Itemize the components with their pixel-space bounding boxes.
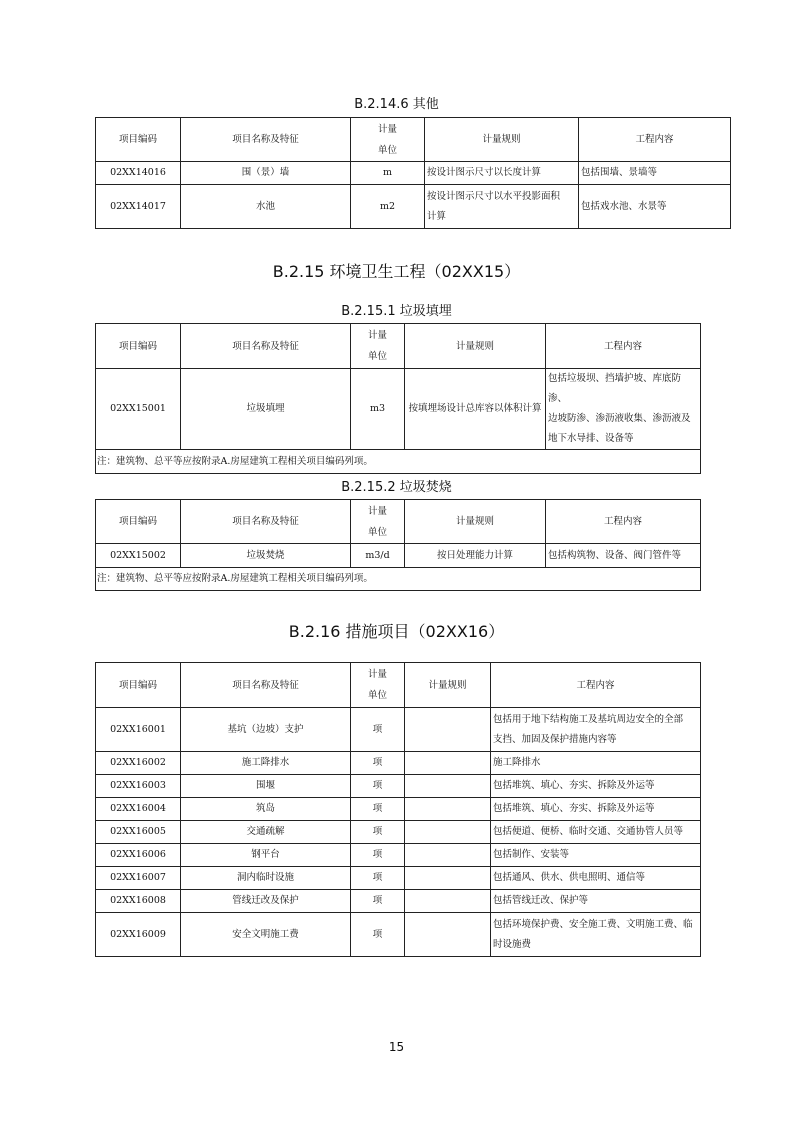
header-content: 工程内容 <box>491 663 701 708</box>
header-code: 项目编码 <box>96 118 181 162</box>
header-content: 工程内容 <box>579 118 731 162</box>
cell-name: 基坑（边坡）支护 <box>181 708 351 752</box>
cell-name: 水池 <box>181 185 351 229</box>
table-row <box>96 162 731 185</box>
cell-code: 02XX16004 <box>96 798 181 821</box>
cell-unit: 项 <box>351 821 405 844</box>
cell-code: 02XX16002 <box>96 752 181 775</box>
cell-content: 包括通风、供水、供电照明、通信等 <box>491 867 701 890</box>
cell-code: 02XX15001 <box>96 369 181 450</box>
cell-code: 02XX16005 <box>96 821 181 844</box>
cell-rule <box>405 867 491 890</box>
table-row <box>96 867 701 890</box>
cell-code: 02XX16006 <box>96 844 181 867</box>
cell-name: 施工降排水 <box>181 752 351 775</box>
table-b2146 <box>95 117 731 229</box>
cell-rule: 按设计图示尺寸以长度计算 <box>425 162 579 185</box>
header-name: 项目名称及特征 <box>181 663 351 708</box>
cell-rule <box>405 890 491 913</box>
table-header-row <box>96 663 701 708</box>
header-name: 项目名称及特征 <box>181 500 351 544</box>
header-rule: 计量规则 <box>405 663 491 708</box>
header-code: 项目编码 <box>96 663 181 708</box>
cell-rule: 按填埋场设计总库容以体积计算 <box>405 369 546 450</box>
cell-unit: 项 <box>351 752 405 775</box>
header-unit: 计量 单位 <box>351 324 405 369</box>
cell-content: 包括环境保护费、安全施工费、文明施工费、临 时设施费 <box>491 913 701 957</box>
table-header-row <box>96 324 701 369</box>
header-content: 工程内容 <box>546 324 701 369</box>
cell-code: 02XX16008 <box>96 890 181 913</box>
cell-name: 筑岛 <box>181 798 351 821</box>
cell-content: 包括便道、便桥、临时交通、交通协管人员等 <box>491 821 701 844</box>
header-unit: 计量 单位 <box>351 663 405 708</box>
cell-name: 围堰 <box>181 775 351 798</box>
cell-content: 包括围墙、景墙等 <box>579 162 731 185</box>
table-row <box>96 752 701 775</box>
table-note-row <box>96 568 701 591</box>
header-unit: 计量 单位 <box>351 500 405 544</box>
cell-unit: m2 <box>351 185 425 229</box>
cell-rule <box>405 708 491 752</box>
cell-content: 包括用于地下结构施工及基坑周边安全的全部 支挡、加固及保护措施内容等 <box>491 708 701 752</box>
cell-unit: m <box>351 162 425 185</box>
header-name: 项目名称及特征 <box>181 118 351 162</box>
table-b2152 <box>95 499 701 591</box>
table-row <box>96 913 701 957</box>
header-rule: 计量规则 <box>405 500 546 544</box>
cell-content: 包括管线迁改、保护等 <box>491 890 701 913</box>
cell-content: 施工降排水 <box>491 752 701 775</box>
cell-content: 包括堆筑、填心、夯实、拆除及外运等 <box>491 798 701 821</box>
table-row <box>96 708 701 752</box>
cell-rule: 按设计图示尺寸以水平投影面积 计算 <box>425 185 579 229</box>
cell-unit: 项 <box>351 867 405 890</box>
table-row <box>96 544 701 568</box>
cell-rule <box>405 798 491 821</box>
cell-unit: 项 <box>351 890 405 913</box>
cell-name: 围（景）墙 <box>181 162 351 185</box>
table-note: 注：建筑物、总平等应按附录A.房屋建筑工程相关项目编码列项。 <box>96 568 701 591</box>
cell-rule <box>405 821 491 844</box>
cell-content: 包括堆筑、填心、夯实、拆除及外运等 <box>491 775 701 798</box>
cell-name: 垃圾焚烧 <box>181 544 351 568</box>
cell-unit: 项 <box>351 844 405 867</box>
cell-name: 管线迁改及保护 <box>181 890 351 913</box>
cell-rule <box>405 844 491 867</box>
cell-code: 02XX14017 <box>96 185 181 229</box>
section-title-b215: B.2.15 环境卫生工程（02XX15） <box>272 262 521 281</box>
cell-name: 交通疏解 <box>181 821 351 844</box>
header-code: 项目编码 <box>96 500 181 544</box>
cell-rule <box>405 913 491 957</box>
header-unit: 计量 单位 <box>351 118 425 162</box>
cell-rule <box>405 752 491 775</box>
header-rule: 计量规则 <box>425 118 579 162</box>
cell-code: 02XX16001 <box>96 708 181 752</box>
cell-content: 包括戏水池、水景等 <box>579 185 731 229</box>
header-content: 工程内容 <box>546 500 701 544</box>
table-header-row <box>96 500 701 544</box>
caption-b2146: B.2.14.6 其他 <box>354 97 439 112</box>
cell-rule <box>405 775 491 798</box>
caption-b2152: B.2.15.2 垃圾焚烧 <box>341 480 452 495</box>
cell-name: 垃圾填埋 <box>181 369 351 450</box>
cell-unit: 项 <box>351 708 405 752</box>
table-row <box>96 844 701 867</box>
cell-code: 02XX16007 <box>96 867 181 890</box>
section-title-b216: B.2.16 措施项目（02XX16） <box>288 622 505 641</box>
table-row <box>96 185 731 229</box>
cell-content: 包括制作、安装等 <box>491 844 701 867</box>
header-code: 项目编码 <box>96 324 181 369</box>
cell-content: 包括垃圾坝、挡墙护坡、库底防渗、 边坡防渗、渗沥液收集、渗沥液及 地下水导排、设备等 <box>546 369 701 450</box>
cell-content: 包括构筑物、设备、阀门管件等 <box>546 544 701 568</box>
page-number: 15 <box>388 1040 405 1054</box>
cell-unit: 项 <box>351 913 405 957</box>
cell-code: 02XX16009 <box>96 913 181 957</box>
table-note: 注：建筑物、总平等应按附录A.房屋建筑工程相关项目编码列项。 <box>96 450 701 474</box>
table-b2151 <box>95 323 701 474</box>
table-row <box>96 775 701 798</box>
cell-code: 02XX14016 <box>96 162 181 185</box>
table-row <box>96 369 701 450</box>
cell-unit: m3 <box>351 369 405 450</box>
cell-name: 钢平台 <box>181 844 351 867</box>
table-row <box>96 890 701 913</box>
cell-code: 02XX15002 <box>96 544 181 568</box>
cell-code: 02XX16003 <box>96 775 181 798</box>
table-note-row <box>96 450 701 474</box>
table-row <box>96 798 701 821</box>
cell-unit: m3/d <box>351 544 405 568</box>
cell-name: 安全文明施工费 <box>181 913 351 957</box>
header-rule: 计量规则 <box>405 324 546 369</box>
caption-b2151: B.2.15.1 垃圾填埋 <box>341 304 452 319</box>
table-row <box>96 821 701 844</box>
cell-name: 洞内临时设施 <box>181 867 351 890</box>
cell-rule: 按日处理能力计算 <box>405 544 546 568</box>
table-header-row <box>96 118 731 162</box>
cell-unit: 项 <box>351 775 405 798</box>
header-name: 项目名称及特征 <box>181 324 351 369</box>
table-b216 <box>95 662 701 957</box>
cell-unit: 项 <box>351 798 405 821</box>
